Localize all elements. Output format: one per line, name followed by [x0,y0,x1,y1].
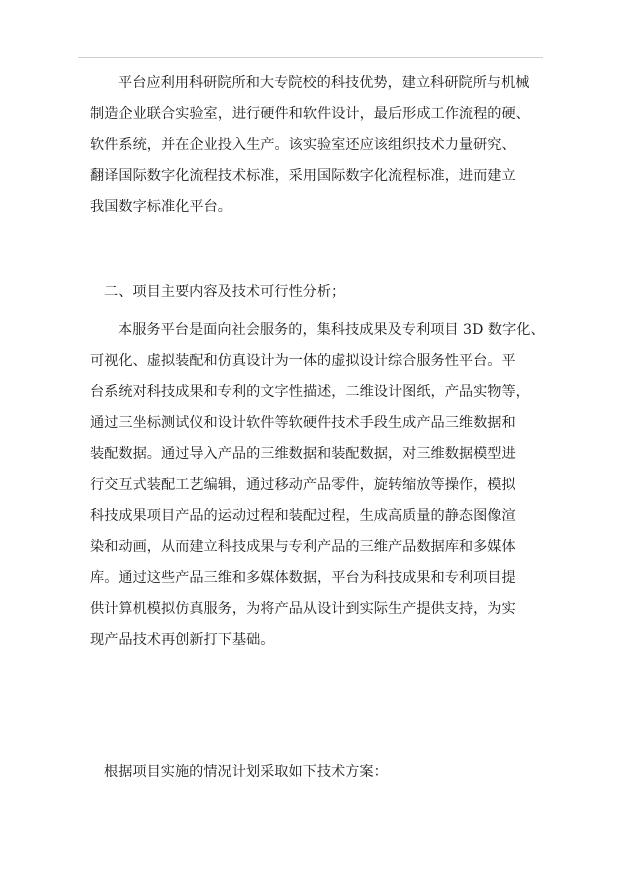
text-line: 科技成果项目产品的运动过程和装配过程，生成高质量的静态图像渲 [90,508,516,524]
text-line: 装配数据。通过导入产品的三维数据和装配数据，对三维数据模型进 [90,446,516,462]
text-line: 平台应利用科研院所和大专院校的科技优势，建立科研院所与机械 [118,75,530,91]
text-line: 本服务平台是面向社会服务的，集科技成果及专利项目 3D 数字化、 [118,322,545,338]
text-line: 我国数字标准化平台。 [90,199,232,215]
closing-text: 根据项目实施的情况计划采取如下技术方案： [104,764,388,780]
text-line: 台系统对科技成果和专利的文字性描述，二维设计图纸，产品实物等， [90,384,530,400]
text-line: 可视化、虚拟装配和仿真设计为一体的虚拟设计综合服务性平台。平 [90,353,516,369]
text-line: 现产品技术再创新打下基础。 [90,632,275,648]
text-line: 软件系统，并在企业投入生产。该实验室还应该组织技术力量研究、 [90,137,516,153]
text-line: 通过三坐标测试仪和设计软件等软硬件技术手段生成产品三维数据和 [90,415,516,431]
text-line: 行交互式装配工艺编辑，通过移动产品零件，旋转缩放等操作，模拟 [90,477,516,493]
text-line: 供计算机模拟仿真服务，为将产品从设计到实际生产提供支持，为实 [90,601,516,617]
text-line: 制造企业联合实验室，进行硬件和软件设计，最后形成工作流程的硬、 [90,106,530,122]
section-heading-text: 二、项目主要内容及技术可行性分析； [104,284,346,300]
intro-paragraph [90,68,530,223]
text-line: 染和动画，从而建立科技成果与专利产品的三维产品数据库和多媒体 [90,539,516,555]
header-rule [78,57,543,58]
section-heading [104,277,345,308]
text-line: 库。通过这些产品三维和多媒体数据，平台为科技成果和专利项目提 [90,570,516,586]
text-line: 翻译国际数字化流程技术标准，采用国际数字化流程标准，进而建立 [90,168,516,184]
body-paragraph [90,315,545,656]
closing-paragraph [104,757,388,788]
